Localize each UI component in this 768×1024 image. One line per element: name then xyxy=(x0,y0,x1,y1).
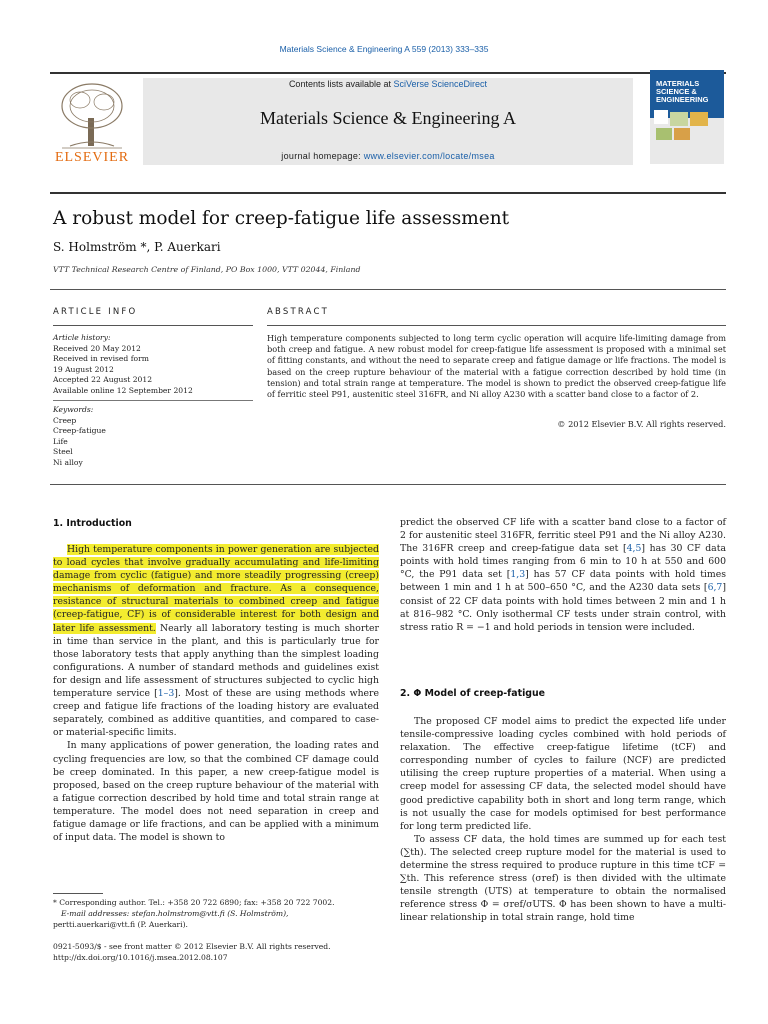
homepage-link[interactable]: www.elsevier.com/locate/msea xyxy=(363,151,495,161)
history-divider xyxy=(53,400,253,401)
contents-line xyxy=(143,79,633,89)
journal-reference[interactable]: Materials Science & Engineering A 559 (2013) 333–335 xyxy=(279,44,489,54)
intro-paragraph-3 xyxy=(400,516,726,634)
footnote-corresponding: * Corresponding author. Tel.: +358 20 722 6890; fax: +358 20 722 7002. xyxy=(53,898,335,907)
body-text: predict the observed CF life with a scatter band close to a factor of 2 for austenitic steel 316FR, ferritic steel P91 and the Ni alloy A230. The 316FR creep and creep-fatigue data set [ xyxy=(400,517,726,555)
abstract-copyright: © 2012 Elsevier B.V. All rights reserved. xyxy=(557,419,726,429)
footnote-divider xyxy=(53,893,103,894)
issn-line: 0921-5093/$ - see front matter © 2012 Elsevier B.V. All rights reserved. xyxy=(53,942,331,951)
model-paragraph-1: The proposed CF model aims to predict the expected life under tensile-compressive loading cycles combined with hold periods of relaxation. The effective creep-fatigue lifetime (tCF) and corresponding number of cycles to failure (NCF) are predicted utilising the creep rupture properties of a material. When using a creep model for assessing CF data, the selected model should have good predictive capability both in short and long term range, which is not usually the case for models optimised for best performance for long term predicted life. xyxy=(400,716,726,832)
history-item: Available online 12 September 2012 xyxy=(53,385,193,395)
abstract-heading: ABSTRACT xyxy=(267,307,330,317)
introduction-continued xyxy=(400,516,726,634)
citation-link[interactable]: 1–3 xyxy=(157,688,175,700)
keyword: Steel xyxy=(53,447,73,457)
citation-link[interactable]: 6,7 xyxy=(707,582,723,594)
keyword: Life xyxy=(53,436,68,446)
introduction-body xyxy=(53,543,379,844)
history-item: Received in revised form xyxy=(53,354,149,364)
homepage-line xyxy=(143,151,633,161)
elsevier-wordmark: ELSEVIER xyxy=(54,150,130,165)
divider xyxy=(50,484,726,485)
history-item: Accepted 22 August 2012 xyxy=(53,375,153,385)
keyword: Ni alloy xyxy=(53,457,83,467)
article-title: A robust model for creep-fatigue life assessment xyxy=(53,208,510,229)
keyword: Creep xyxy=(53,415,77,425)
body-text: ] has 57 CF data points with hold times between 1 min and 1 h at 500–650 °C, and the A230 data sets [ xyxy=(400,569,726,594)
intro-paragraph-1 xyxy=(53,543,379,739)
citation-link[interactable]: 1,3 xyxy=(510,569,526,581)
keyword: Creep-fatigue xyxy=(53,426,106,436)
cover-title: MATERIALS SCIENCE & ENGINEERING xyxy=(656,79,709,104)
footnote-emails[interactable]: E-mail addresses: stefan.holmstrom@vtt.fi (S. Holmström), xyxy=(61,908,289,918)
intro-text: Nearly all laboratory testing is much shorter in time than service in the plant, and this is particularly true for those laboratory tests that apply anything than the simplest loading configurations. A number of standard methods and guidelines exist for design and life assessment of structures subjected to cyclic high temperature service [ xyxy=(53,622,379,700)
header-bottom-divider xyxy=(50,192,726,194)
affiliation: VTT Technical Research Centre of Finland, PO Box 1000, VTT 02044, Finland xyxy=(53,265,361,274)
journal-title: Materials Science & Engineering A xyxy=(260,108,516,128)
history-label: Article history: xyxy=(53,333,111,342)
intro-paragraph-2: In many applications of power generation, the loading rates and cycling frequencies are low, so that the combined CF damage could be creep dominated. In this paper, a new creep-fatigue model is proposed, based on the creep rupture behaviour of the material with a fatigue correction described by hold time and total strain range at temperature. The model does not need separation in creep and fatigue damage or life fractions, and can be applied with a minimum of input data. The model is shown to xyxy=(53,740,379,844)
citation-link[interactable]: 4,5 xyxy=(626,543,642,555)
footnote-emails-cont[interactable]: pertti.auerkari@vtt.fi (P. Auerkari). xyxy=(53,919,188,929)
body-text: ] has 30 CF data points with hold times ranging from 6 min to 10 h at 550 and 600 °C, the P91 data set [ xyxy=(400,543,727,581)
model-paragraph-2: To assess CF data, the hold times are summed up for each test (∑th). The selected creep rupture model for the material is used to determine the stress required to produce rupture in this time tCF = ∑th. This reference stress (σref) is then divided with the ultimate tensile strength (UTS) at temperature to obtain the normalised reference stress Φ = σref/σUTS. Φ has been shown to have a multi-linear relationship in total strain range, hold time xyxy=(400,833,726,924)
section-heading-model: 2. Φ Model of creep-fatigue xyxy=(400,688,546,699)
top-divider xyxy=(50,72,726,74)
abstract-text: High temperature components subjected to long term cyclic operation will acquire life-limiting damage from both creep and fatigue. A new robust model for creep-fatigue life assessment is proposed with a minimal set of fitting constants, and without the need to separate creep and fatigue damage or life fractions. The model is based on the creep rupture behaviour of the material with a fatigue correction described by hold time (in tension) and total strain range at temperature. The model is shown to predict the observed creep-fatigue life of ferritic steel P91, austenitic steel 316FR, and Ni alloy A230 with a scatter band close to a factor of 2. xyxy=(267,333,726,400)
body-text: ] consist of 22 CF data points with hold times between 2 min and 1 h at 816–982 °C. Only isothermal CF tests under strain control, with stress ratio R = −1 and hold periods in tension were included. xyxy=(400,582,726,633)
contents-prefix: Contents lists available at xyxy=(288,79,394,89)
divider xyxy=(50,289,726,290)
cover-letter: A xyxy=(656,116,664,127)
authors[interactable]: S. Holmström *, P. Auerkari xyxy=(53,240,221,254)
doi-link[interactable]: http://dx.doi.org/10.1016/j.msea.2012.08.107 xyxy=(53,952,228,962)
section-heading-introduction: 1. Introduction xyxy=(53,518,132,529)
keywords-label: Keywords: xyxy=(53,405,94,414)
keywords xyxy=(53,405,263,469)
intro-text: ]. Most of these are using methods where creep and fatigue life fractions of the loading history are evaluated separately, combined as additive quantities, and compared to case- or material-specific limits. xyxy=(53,688,380,739)
history-item: Received 20 May 2012 xyxy=(53,343,141,353)
history-item: 19 August 2012 xyxy=(53,364,114,374)
highlighted-text: High temperature components in power generation are subjected to load cycles that involve gradually accumulating and life-limiting damage from cyclic (fatigue) and more steadily progressing (creep) mechanisms of deformation and fracture. As a consequence, resistance of structural materials to combined creep and fatigue (creep-fatigue, CF) is of considerable interest for both design and later life assessment. xyxy=(53,544,379,634)
abstract-divider xyxy=(267,325,726,326)
footnote xyxy=(53,898,379,930)
article-info-divider xyxy=(53,325,253,326)
article-history xyxy=(53,333,263,397)
homepage-prefix: journal homepage: xyxy=(281,151,364,161)
sciencedirect-link[interactable]: SciVerse ScienceDirect xyxy=(393,79,488,89)
article-info-heading: ARTICLE INFO xyxy=(53,307,138,317)
model-body xyxy=(400,715,726,925)
bottom-meta xyxy=(53,942,379,964)
